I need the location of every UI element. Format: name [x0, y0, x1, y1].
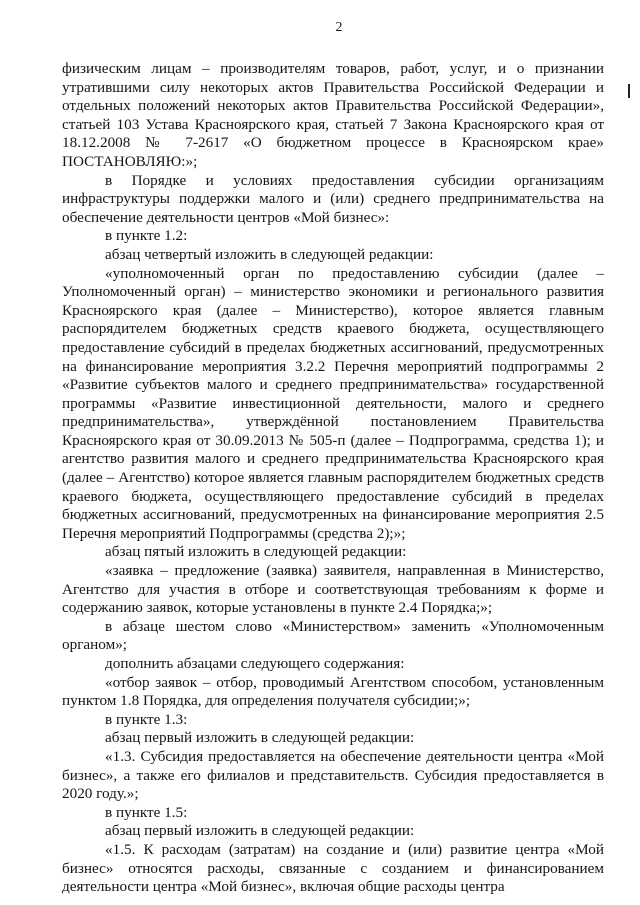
- scan-mark: [628, 84, 630, 98]
- paragraph: в Порядке и условиях предоставления субсидии организациям инфраструктуры поддержки малого и (или) среднего предпринимательства на обеспечение деятельности центров «Мой бизнес»:: [62, 171, 604, 226]
- page-number: 2: [335, 20, 343, 35]
- paragraph: абзац четвертый изложить в следующей редакции:: [105, 245, 434, 263]
- document-body: [62, 60, 604, 897]
- paragraph: абзац первый изложить в следующей редакции:: [105, 822, 415, 840]
- paragraph: в пункте 1.5:: [105, 803, 188, 821]
- paragraph: в пункте 1.3:: [105, 710, 188, 728]
- paragraph: в пункте 1.2:: [105, 227, 188, 245]
- paragraph: «уполномоченный орган по предоставлению субсидии (далее – Уполномоченный орган) – министерство экономики и регионального развития Красноярского края (далее – Министерство), которое является главным распорядителем бюджетных средств краевого бюджета, осуществляющего предоставление субсидий в пределах бюджетных ассигнований, предусмотренных на финансирование мероприятия 3.2.2 Перечня мероприятий подпрограммы 2 «Развитие субъектов малого и среднего предпринимательства» государственной программы «Развитие инвестиционной деятельности, малого и среднего предпринимательства», утверждённой постановлением Правительства Красноярского края от 30.09.2013 № 505-п (далее – Подпрограмма, средства 1); и агентство развития малого и среднего предпринимательства Красноярского края (далее – Агентство) которое является главным распорядителем бюджетных средств краевого бюджета, осуществляющего предоставление субсидий в пределах бюджетных ассигнований, предусмотренных на финансирование мероприятия 2.5 Перечня мероприятий Подпрограммы (средства 2);»;: [62, 264, 604, 542]
- paragraph: «1.3. Субсидия предоставляется на обеспечение деятельности центра «Мой бизнес», а также его филиалов и представительств. Субсидия предоставляется в 2020 году.»;: [62, 747, 604, 803]
- paragraph: «отбор заявок – отбор, проводимый Агентством способом, установленным пунктом 1.8 Порядка, для определения получателя субсидии;»;: [62, 673, 604, 710]
- paragraph: дополнить абзацами следующего содержания:: [105, 655, 405, 672]
- paragraph: «заявка – предложение (заявка) заявителя, направленная в Министерство, Агентство для участия в отборе и соответствующая требованиям к форме и содержанию заявок, которые установлены в пункте 2.4 Порядка;»;: [62, 562, 604, 617]
- paragraph: абзац первый изложить в следующей редакции:: [105, 729, 415, 747]
- paragraph: абзац пятый изложить в следующей редакции:: [105, 543, 407, 561]
- paragraph: «1.5. К расходам (затратам) на создание и (или) развитие центра «Мой бизнес» относятся расходы, связанные с созданием и финансированием деятельности центра «Мой бизнес», включая общие расходы центра: [62, 840, 604, 896]
- paragraph: в абзаце шестом слово «Министерством» заменить «Уполномоченным органом»;: [62, 617, 604, 654]
- paragraph: физическим лицам – производителям товаров, работ, услуг, и о признании утратившими силу некоторых актов Правительства Российской Федерации и отдельных положений некоторых актов Правительства Российской Федерации», статьей 103 Устава Красноярского края, статьей 7 Закона Красноярского края от 18.12.2008 № 7-2617 «О бюджетном процессе в Красноярском крае» ПОСТАНОВЛЯЮ:»;: [62, 60, 604, 170]
